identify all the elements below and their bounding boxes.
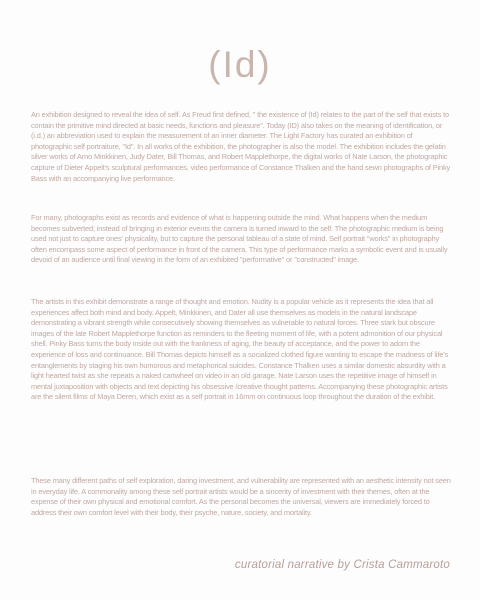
curator-credit: curatorial narrative by Crista Cammaroto (234, 559, 450, 571)
paragraph-artists: The artists in this exhibit demonstrate a range of thought and emotion. Nudity is a popular vehicle as it represents the idea that all experiences affect both mind and body. Appelt, Minkkinen, and Dater all use themselves as models in the natural landscape demonstrating a vibrant strength while consecutively showing themselves as vulnerable to natural forces. Three stark but obscure images of the late Robert Mapplethorpe function as reminders to the fleeting moment of life, with a potent admonition of our physical shell. Pinky Bass turns the body inside out with the frankness of aging, the beauty of acceptance, and the power to adorn the experience of loss and continuance. Bill Thomas depicts himself as a socialized clothed figure wanting to escape the madness of life's entanglements by staging his own humorous and metaphorical suicides. Constance Thalken uses a similar domestic absurdity with a light hearted twist as she repeats a naked cartwheel on video in an old garage. Nate Larson uses the repetitive image of himself in mental juxtaposition with objects and text depicting his obsessive /creative thought patterns. Accompanying these photographic artists are the silent films of Maya Deren, which exist as a self portrait in 16mm on continuous loop throughout the duration of the exhibit. (31, 297, 449, 402)
paragraph-medium: For many, photographs exist as records and evidence of what is happening outside the mind. What happens when the medium becomes subverted; instead of bringing in exterior events the camera is turned inward to the self. The photographic medium is being used not just to capture ones' physicality, but to capture the personal tableau of a state of mind. Self portrait "works" in photography often encompass some aspect of performance in front of the camera. This type of performance marks a symbolic event and is usually devoid of an audience until final viewing in the form of an exhibited "performative" or "constructed" image. (31, 213, 448, 265)
page-title: (Id) (208, 44, 272, 85)
paragraph-conclusion: These many different paths of self exploration, daring investment, and vulnerability are represented with an aesthetic intensity not seen in everyday life. A commonality among these self portrait artists would be a sincerity of investment with their themes, often at the expense of their own physical and emotional comfort. As the personal becomes the universal, viewers are immediately forced to address their own comfort level with their body, their psyche, nature, society, and mortality. (31, 476, 451, 517)
paragraph-intro: An exhibition designed to reveal the idea of self. As Freud first defined, " the existence of (Id) relates to the part of the self that exists to contain the primitive mind directed at basic needs, functions and pleasure". Today (ID) also takes on the meaning of identification, or (i.d.) an abbreviation used to explain the measurement of an inner diameter. The Light Factory has curated an exhibition of photographic self portraiture, "Id". In all works of the exhibition, the photographer is also the model. The exhibition includes the gelatin silver works of Arno Minkkinen, Judy Dater, Bill Thomas, and Robert Mapplethorpe, the digital works of Nate Larson, the photographic capture of Dieter Appelt's sculptural performances, video performance of Constance Thalken and the hand sewn photographs of Pinky Bass with an accompanying live performance. (31, 110, 451, 183)
